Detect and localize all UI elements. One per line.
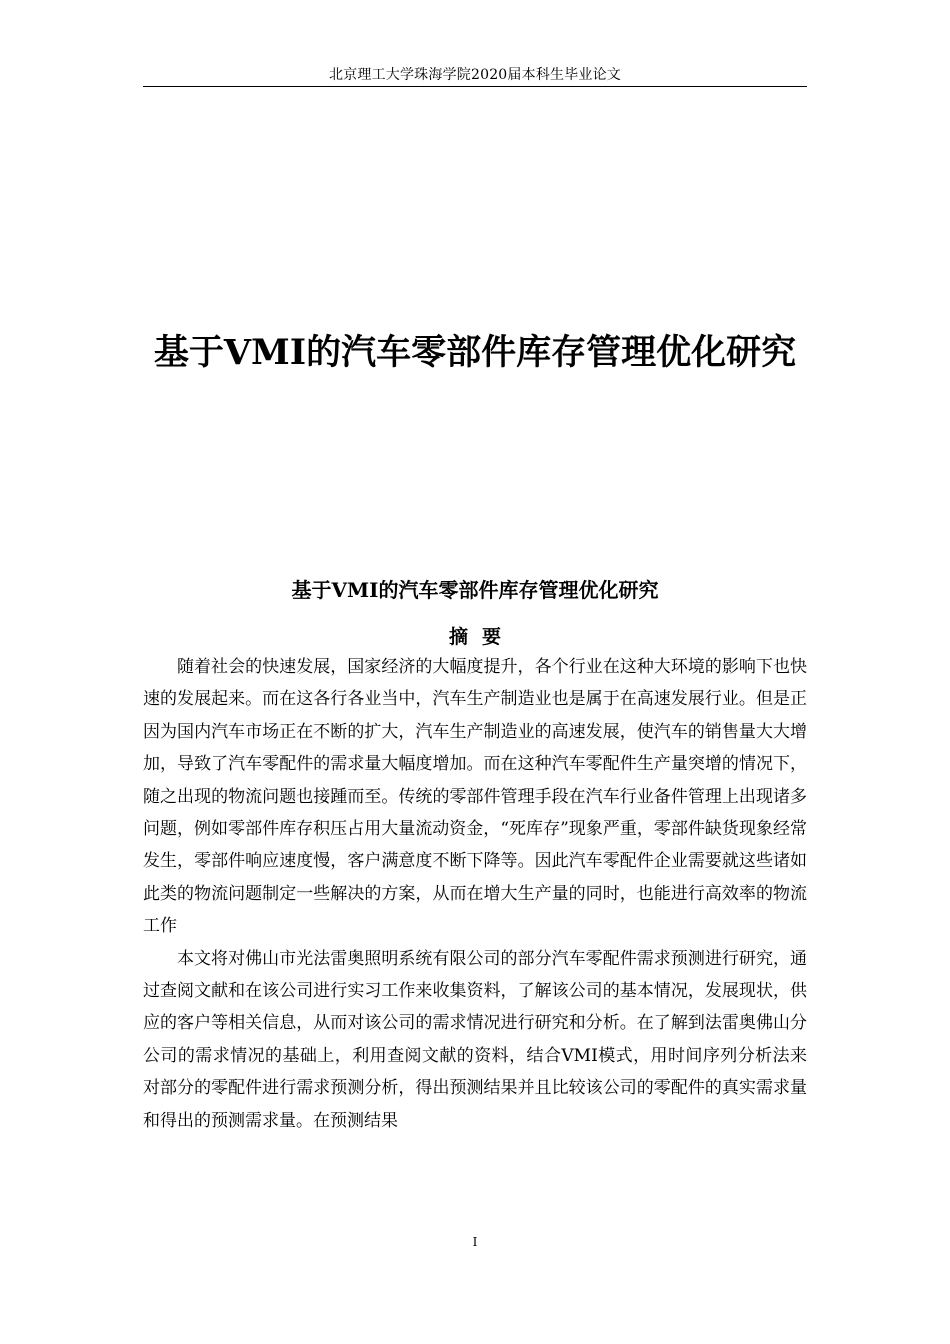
abstract-heading: 摘要 <box>448 626 515 648</box>
abstract-paragraph: 本文将对佛山市光法雷奥照明系统有限公司的部分汽车零配件需求预测进行研究，通过查阅文献和在该公司进行实习工作来收集资料，了解该公司的基本情况，发展现状，供应的客户等相关信息，从而对该公司的需求情况进行研究和分析。在了解到法雷奥佛山分公司的需求情况的基础上，利用查阅文献的资料，结合VMI模式，用时间序列分析法来对部分的零配件进行需求预测分析，得出预测结果并且比较该公司的零配件的真实需求量和得出的预测需求量。在预测结果 <box>143 948 807 1131</box>
thesis-title: 基于VMI的汽车零部件库存管理优化研究 <box>153 332 797 373</box>
abstract-paragraph: 随着社会的快速发展，国家经济的大幅度提升，各个行业在这种大环境的影响下也快速的发展起来。而在这各行各业当中，汽车生产制造业也是属于在高速发展行业。但是正因为国内汽车市场正在不断的扩大，汽车生产制造业的高速发展，使汽车的销售量大大增加，导致了汽车零配件的需求量大幅度增加。而在这种汽车零配件生产量突增的情况下，随之出现的物流问题也接踵而至。传统的零部件管理手段在汽车行业备件管理上出现诸多问题，例如零部件库存积压占用大量流动资金，“死库存”现象严重，零部件缺货现象经常发生，零部件响应速度慢，客户满意度不断下降等。因此汽车零配件企业需要就这些诸如此类的物流问题制定一些解决的方案，从而在增大生产量的同时，也能进行高效率的物流工作 <box>143 657 807 937</box>
page-number: I <box>472 1235 478 1249</box>
abstract-body <box>143 651 807 1137</box>
abstract-title: 基于VMI的汽车零部件库存管理优化研究 <box>291 578 659 602</box>
header-divider <box>143 86 807 87</box>
running-header: 北京理工大学珠海学院2020届本科生毕业论文 <box>328 67 622 83</box>
